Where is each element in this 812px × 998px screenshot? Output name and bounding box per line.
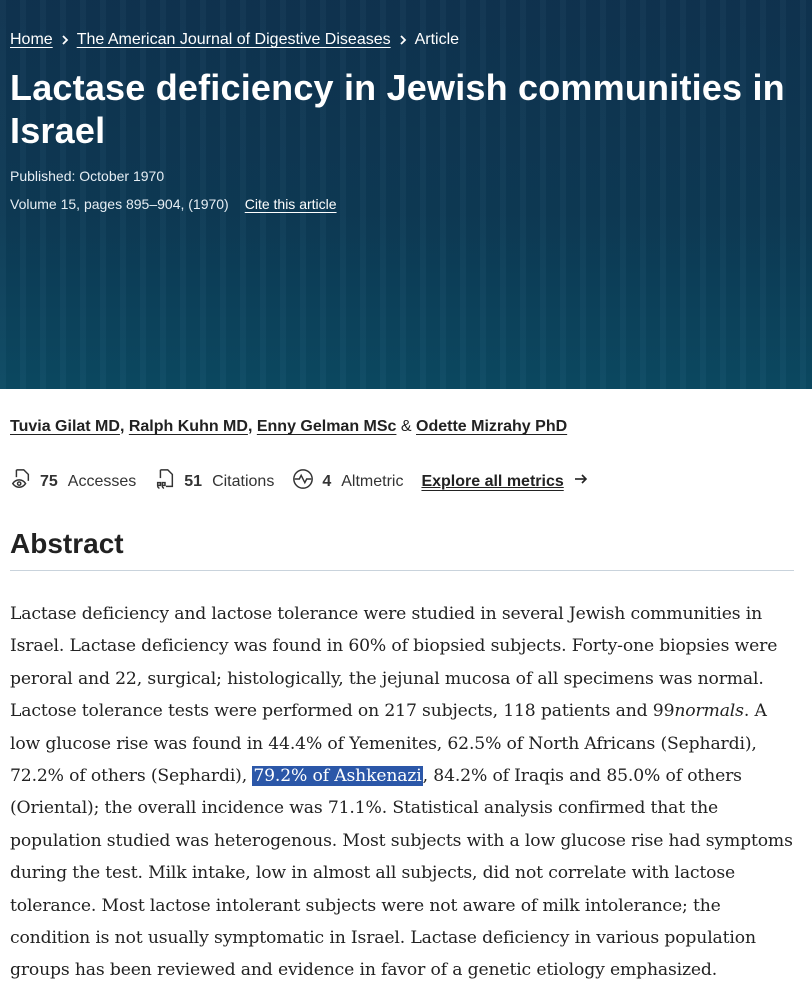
publication-date: Published: October 1970: [10, 168, 165, 184]
eye-document-icon: [10, 468, 40, 495]
cite-article-link[interactable]: Cite this article: [244, 196, 337, 212]
author-ampersand: &: [400, 418, 412, 435]
abstract-part-1: Lactase deficiency and lactose tolerance were studied in several Jewish communities in Israel. Lactase deficiency was found in 60% of biopsied subjects. Forty-one biopsies were peroral and 22, surgical; histologically, the jejunal mucosa of all specimens was normal. Lactose tolerance tests were performed on 217 subjects, 118 patients and 99: [10, 604, 778, 722]
metric-accesses: [10, 468, 136, 495]
author-link[interactable]: Odette Mizrahy PhD: [416, 418, 568, 435]
pulse-icon: [292, 468, 322, 495]
chevron-right-icon: [53, 31, 77, 49]
breadcrumb: [10, 28, 802, 52]
abstract-text: [10, 598, 796, 987]
citations-count: 51: [184, 472, 203, 490]
citations-label: Citations: [212, 472, 275, 490]
altmetric-label: Altmetric: [341, 472, 404, 490]
quote-document-icon: [154, 468, 184, 495]
volume-pages: Volume 15, pages 895–904, (1970): [10, 196, 229, 212]
breadcrumb-home-link[interactable]: Home: [10, 31, 53, 48]
article-metrics: [10, 468, 588, 495]
metric-citations: [154, 468, 274, 495]
author-link[interactable]: Ralph Kuhn MD: [128, 418, 248, 435]
selected-text-highlight[interactable]: 79.2% of Ashkenazi: [253, 766, 422, 787]
abstract-heading: Abstract: [10, 528, 794, 571]
author-separator: ,: [247, 418, 253, 435]
abstract-part-2: . A low glucose rise was found in 44.4% of Yemenites, 62.5% of North Africans (Sephardi), 72.2% of others (Sephardi),: [10, 701, 767, 787]
explore-metrics-label: Explore all metrics: [421, 472, 564, 490]
chevron-right-icon: [391, 31, 415, 49]
metric-altmetric: [292, 468, 403, 495]
abstract-italic-term: normals: [674, 701, 744, 722]
accesses-count: 75: [40, 472, 58, 490]
breadcrumb-journal-link[interactable]: The American Journal of Digestive Diseases: [76, 31, 391, 48]
altmetric-score: 4: [322, 472, 332, 490]
author-link[interactable]: Enny Gelman MSc: [256, 418, 397, 435]
abstract-part-3: , 84.2% of Iraqis and 85.0% of others (Oriental); the overall incidence was 71.1%. Statistical analysis confirmed that the population studied was heterogenous. Most subjects with a low glucose rise had symptoms during the test. Milk intake, low in almost all subjects, did not correlate with lactose tolerance. Most lactose intolerant subjects were not aware of milk intolerance; the condition is not usually symptomatic in Israel. Lactase deficiency in various population groups has been reviewed and evidence in favor of a genetic etiology emphasized.: [10, 766, 793, 981]
article-header: [0, 0, 812, 389]
volume-info: [10, 196, 802, 212]
explore-metrics-link[interactable]: [421, 472, 587, 491]
author-separator: ,: [119, 418, 125, 435]
accesses-label: Accesses: [67, 472, 137, 490]
author-link[interactable]: Tuvia Gilat MD: [10, 418, 120, 435]
article-title: Lactase deficiency in Jewish communities in Israel: [10, 67, 785, 151]
breadcrumb-current: Article: [414, 31, 460, 48]
arrow-right-icon: [564, 472, 588, 491]
author-list: [10, 418, 567, 436]
